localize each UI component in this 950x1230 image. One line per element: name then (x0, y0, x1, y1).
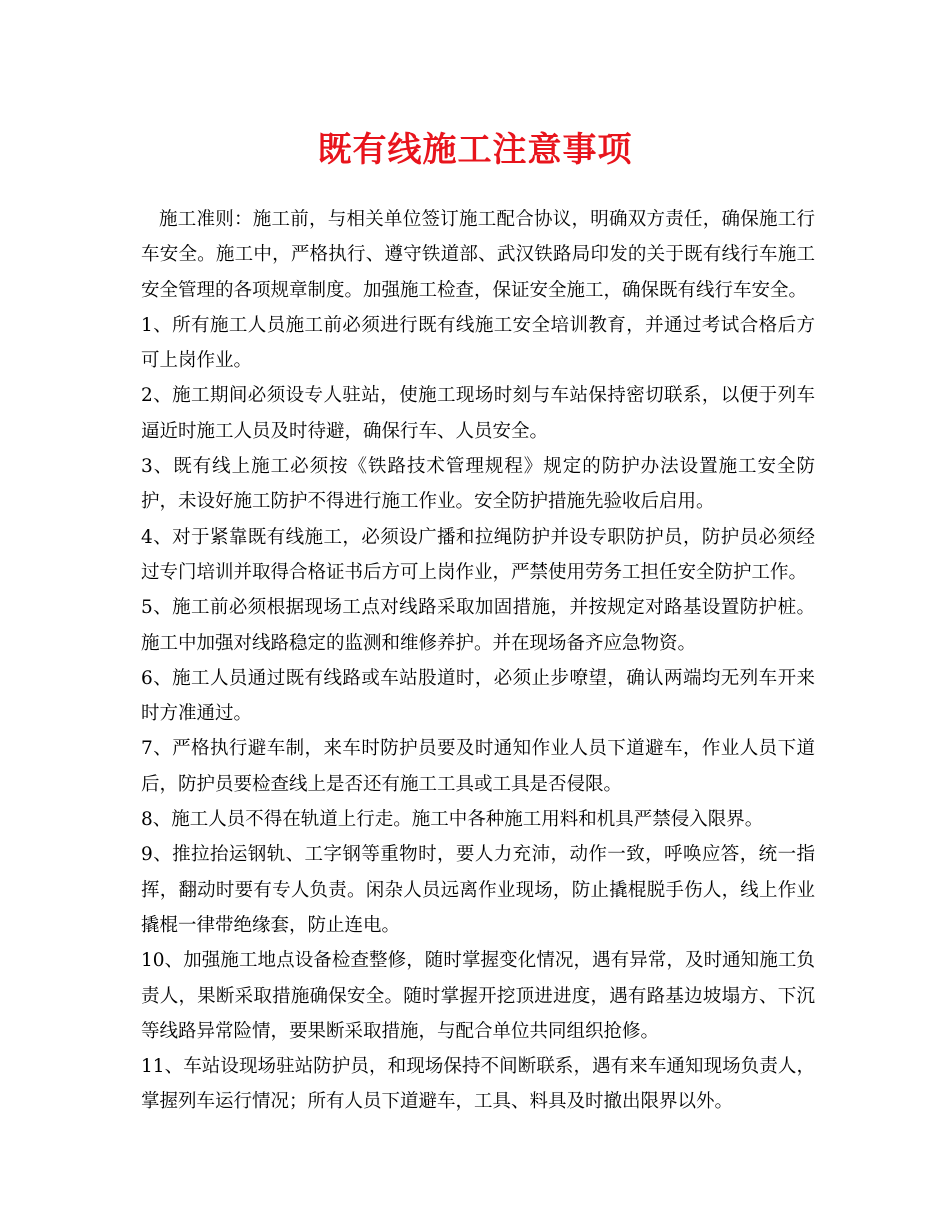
list-item: 10、加强施工地点设备检查整修，随时掌握变化情况，遇有异常，及时通知施工负责人，果断采取措施确保安全。随时掌握开挖顶进进度，遇有路基边坡塌方、下沉等线路异常险情，要果断采取措施，与配合单位共同组织抢修。 (141, 950, 815, 1042)
list-item: 3、既有线上施工必须按《铁路技术管理规程》规定的防护办法设置施工安全防护，未设好施工防护不得进行施工作业。安全防护措施先验收后启用。 (141, 456, 815, 513)
list-item: 6、施工人员通过既有线路或车站股道时，必须止步嘹望，确认两端均无列车开来时方准通过。 (141, 667, 815, 725)
list-item: 11、车站设现场驻站防护员，和现场保持不间断联系，遇有来车通知现场负责人，掌握列车运行情况；所有人员下道避车，工具、料具及时撤出限界以外。 (141, 1056, 815, 1113)
list-item: 8、施工人员不得在轨道上行走。施工中各种施工用料和机具严禁侵入限界。 (141, 809, 764, 831)
list-item: 4、对于紧靠既有线施工，必须设广播和拉绳防护并设专职防护员，防护员必须经过专门培训并取得合格证书后方可上岗作业，严禁使用劳务工担任安全防护工作。 (141, 526, 815, 583)
list-item: 9、推拉抬运钢轨、工字钢等重物时，要人力充沛，动作一致，呼唤应答，统一指挥，翻动时要有专人负责。闲杂人员远离作业现场，防止撬棍脱手伤人，线上作业撬棍一律带绝缘套，防止连电。 (141, 844, 815, 936)
list-item: 2、施工期间必须设专人驻站，使施工现场时刻与车站保持密切联系，以便于列车逼近时施工人员及时待避，确保行车、人员安全。 (141, 385, 815, 442)
list-item: 5、施工前必须根据现场工点对线路采取加固措施，并按规定对路基设置防护桩。施工中加强对线路稳定的监测和维修养护。并在现场备齐应急物资。 (141, 597, 815, 654)
list-item: 1、所有施工人员施工前必须进行既有线施工安全培训教育，并通过考试合格后方可上岗作业。 (141, 314, 815, 372)
intro-paragraph: 施工准则：施工前，与相关单位签订施工配合协议，明确双方责任，确保施工行车安全。施工中，严格执行、遵守铁道部、武汉铁路局印发的关于既有线行车施工安全管理的各项规章制度。加强施工检查，保证安全施工，确保既有线行车安全。 (141, 209, 815, 301)
list-item: 7、严格执行避车制，来车时防护员要及时通知作业人员下道避车，作业人员下道后，防护员要检查线上是否还有施工工具或工具是否侵限。 (141, 738, 815, 795)
document-title: 既有线施工注意事项 (317, 130, 633, 170)
document-body (141, 202, 815, 1120)
